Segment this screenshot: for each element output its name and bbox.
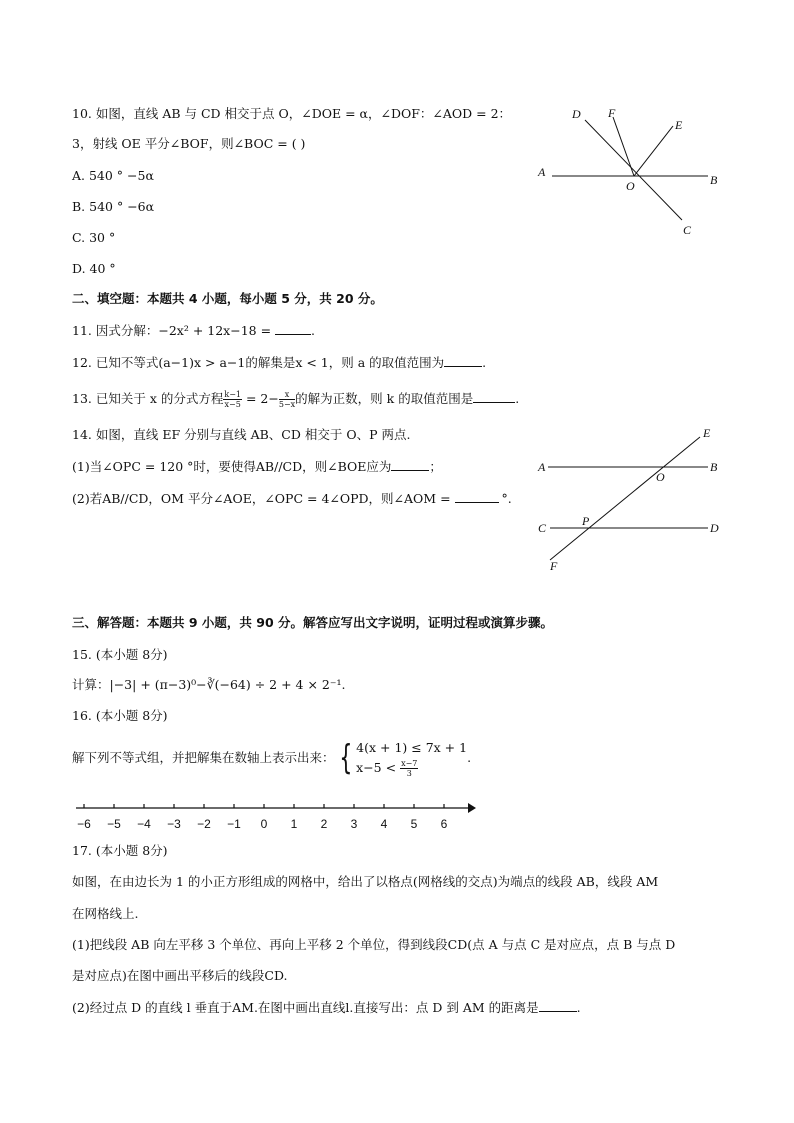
label-o: O — [656, 470, 665, 484]
number-line-label: 5 — [410, 817, 418, 831]
label-c: C — [538, 521, 547, 535]
q17-line2: 在网格线上. — [72, 906, 139, 921]
q11-text: 11. 因式分解：−2x² + 12x−18 = — [72, 323, 276, 338]
q17-line1: 如图，在由边长为 1 的小正方形组成的网格中，给出了以格点(网格线的交点)为端点的线段 AB，线段 AM — [72, 874, 659, 889]
q13-fraction-1: $\frac{k-1}{x-5}$ — [224, 390, 241, 409]
q13: 13. 已知关于 x 的分式方程 $\frac{k-1}{x-5}$ = 2− $\frac{x}{5-x}$ 的解为正数，则 k 的取值范围是 . — [72, 390, 520, 409]
q15-text: 计算：|−3| + (π−3)⁰−∛(−64) ÷ 2 + 4 × 2⁻¹. — [72, 677, 346, 692]
q10-option-b: B. 540 ° −6α — [72, 199, 155, 214]
q17-line5: (2)经过点 D 的直线 l 垂直于AM.在图中画出直线l.直接写出：点 D 到 AM 的距离是 . — [72, 1000, 581, 1015]
q14-blank-1[interactable] — [391, 459, 429, 471]
ray-of — [613, 117, 634, 176]
q12-blank[interactable] — [444, 355, 482, 367]
inequality-system: 4(x + 1) ≤ 7x + 1 x−5 < $\frac{x-7}{3}$ — [356, 740, 468, 778]
label-e: E — [675, 118, 683, 132]
number-line-label: 1 — [290, 817, 298, 831]
q14-line1: 14. 如图，直线 EF 分别与直线 AB、CD 相交于 O、P 两点. — [72, 427, 411, 442]
label-o: O — [626, 179, 635, 193]
q10-option-a: A. 540 ° −5α — [72, 168, 154, 183]
q10-option-c: C. 30 ° — [72, 230, 116, 245]
label-a: A — [538, 165, 546, 179]
number-line — [70, 798, 480, 834]
q10-line2: 3，射线 OE 平分∠BOF，则∠BOC = ( ) — [72, 136, 306, 151]
q14-part2: (2)若AB//CD，OM 平分∠AOE，∠OPC = 4∠OPD，则∠AOM = °. — [72, 491, 512, 506]
number-line-label: −1 — [227, 817, 241, 831]
q15-title: 15. (本小题 8分) — [72, 647, 168, 662]
label-a: A — [538, 460, 546, 474]
q10-line1: 10. 如图，直线 AB 与 CD 相交于点 O，∠DOE = α，∠DOF：∠AOD = 2： — [72, 106, 512, 121]
label-b: B — [710, 173, 718, 187]
q12: 12. 已知不等式(a−1)x > a−1的解集是x < 1，则 a 的取值范围为 . — [72, 355, 487, 370]
label-c: C — [683, 223, 692, 237]
q10-figure — [530, 100, 730, 245]
section3-heading: 三、解答题：本题共 9 小题，共 90 分。解答应写出文字说明，证明过程或演算步骤。 — [72, 615, 554, 630]
q16-text: 解下列不等式组，并把解集在数轴上表示出来： { 4(x + 1) ≤ 7x + 1 x−5 < $\frac{x-7}{3}$ . — [72, 738, 472, 778]
number-line-label: 4 — [380, 817, 388, 831]
label-f: F — [608, 106, 616, 120]
number-line-label: −3 — [167, 817, 181, 831]
label-d: D — [572, 107, 581, 121]
label-p: P — [582, 514, 590, 528]
q13-blank[interactable] — [473, 391, 515, 403]
number-line-arrow — [468, 803, 476, 813]
q17-blank[interactable] — [539, 1000, 577, 1012]
label-d: D — [710, 521, 719, 535]
number-line-label: 3 — [350, 817, 358, 831]
number-line-label: −2 — [197, 817, 211, 831]
q14-figure — [530, 420, 730, 580]
number-line-label: 6 — [440, 817, 448, 831]
q10-option-d: D. 40 ° — [72, 261, 116, 276]
line-dc — [585, 120, 682, 220]
q14-blank-2[interactable] — [455, 491, 499, 503]
q11: 11. 因式分解：−2x² + 12x−18 = . — [72, 323, 315, 338]
number-line-label: −5 — [107, 817, 121, 831]
number-line-label: −4 — [137, 817, 151, 831]
q13-fraction-2: $\frac{x}{5-x}$ — [278, 390, 296, 409]
q17-line4: 是对应点)在图中画出平移后的线段CD. — [72, 968, 288, 983]
line-ef — [550, 437, 700, 560]
label-f: F — [550, 559, 558, 573]
section2-heading: 二、填空题：本题共 4 小题，每小题 5 分，共 20 分。 — [72, 291, 383, 306]
q12-text: 12. 已知不等式(a−1)x > a−1的解集是x < 1，则 a 的取值范围为 — [72, 355, 445, 370]
number-line-label: 0 — [260, 817, 268, 831]
system-brace: { — [338, 738, 352, 778]
number-line-label: 2 — [320, 817, 328, 831]
ray-oe — [634, 126, 673, 176]
q11-blank[interactable] — [275, 323, 311, 335]
number-line-label: −6 — [77, 817, 91, 831]
q16-title: 16. (本小题 8分) — [72, 708, 168, 723]
q14-part1: (1)当∠OPC = 120 °时，要使得AB//CD，则∠BOE应为 ； — [72, 459, 442, 474]
label-e: E — [703, 426, 711, 440]
q17-title: 17. (本小题 8分) — [72, 843, 168, 858]
q17-line3: (1)把线段 AB 向左平移 3 个单位、再向上平移 2 个单位，得到线段CD(点 A 与点 C 是对应点，点 B 与点 D — [72, 937, 676, 952]
label-b: B — [710, 460, 718, 474]
